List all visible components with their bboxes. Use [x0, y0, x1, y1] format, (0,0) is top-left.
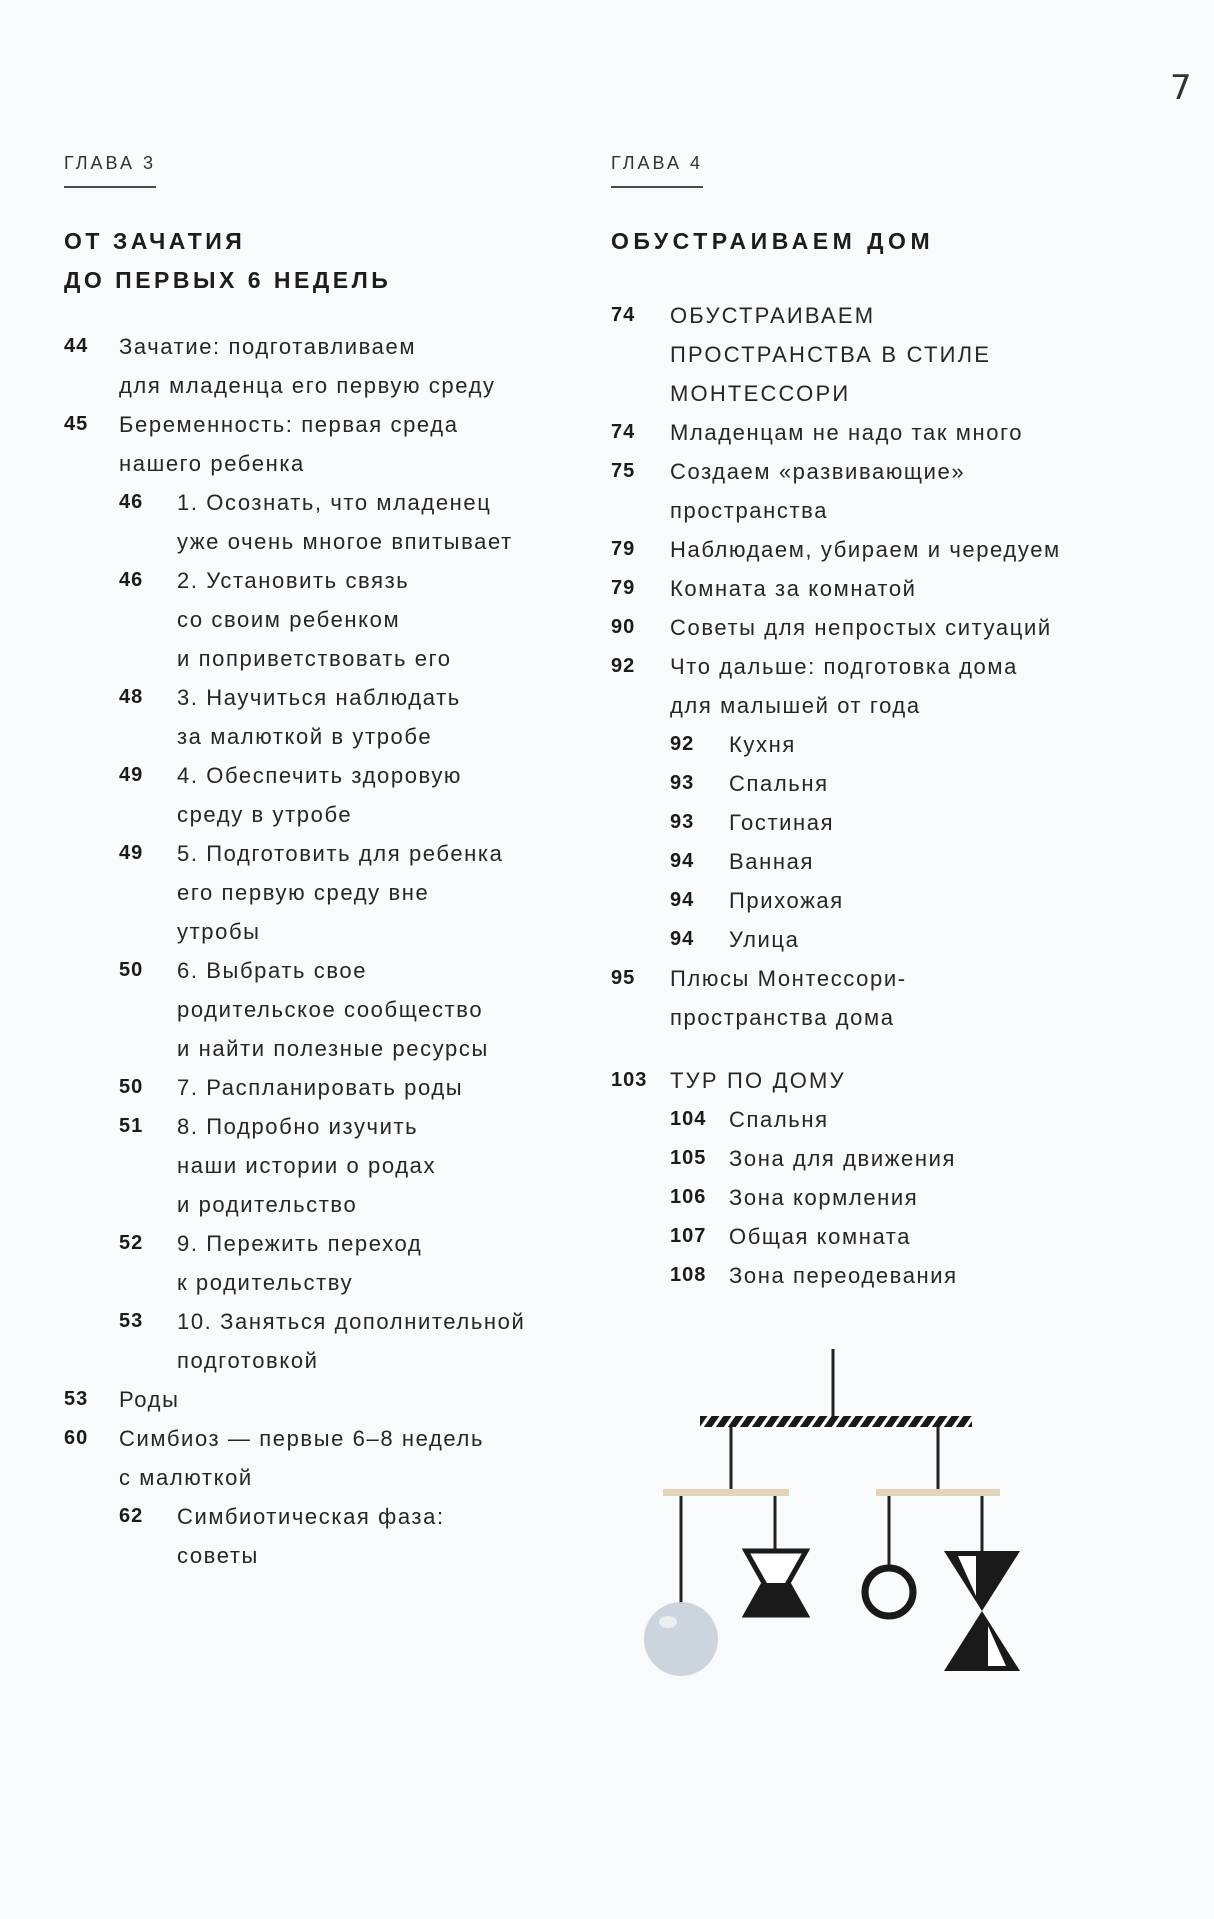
toc-page-number: 46	[119, 569, 144, 591]
toc-entry	[64, 1380, 525, 1419]
toc-entry	[611, 452, 1061, 530]
toc-subentry	[611, 764, 1061, 803]
toc-page-number: 75	[611, 460, 636, 482]
toc-entry-title-line: Зона переодевания	[729, 1263, 958, 1288]
toc-subentry	[64, 951, 525, 1068]
chapter-title	[611, 222, 934, 261]
toc-entry-title-line: Спальня	[729, 771, 829, 796]
toc-page-number: 52	[119, 1232, 144, 1254]
toc-list	[611, 296, 1061, 1295]
toc-page-number: 104	[670, 1108, 707, 1130]
toc-subentry	[64, 483, 525, 561]
toc-entry-title-line: и родительство	[177, 1192, 358, 1217]
toc-entry-title	[729, 764, 829, 803]
toc-page-number: 93	[670, 772, 695, 794]
toc-entry-title	[670, 647, 1018, 725]
toc-entry-title-line: 4. Обеспечить здоровую	[177, 763, 463, 788]
toc-subentry	[611, 881, 1061, 920]
toc-entry-title-line: среду в утробе	[177, 802, 353, 827]
toc-entry	[611, 647, 1061, 725]
toc-page-number: 45	[64, 413, 89, 435]
toc-entry-title	[119, 327, 496, 405]
toc-entry-title	[177, 1302, 525, 1380]
toc-entry-title-line: Гостиная	[729, 810, 835, 835]
toc-entry-title-line: Зачатие: подготавливаем	[119, 334, 417, 359]
chapter-title-line: ОТ ЗАЧАТИЯ	[64, 228, 246, 254]
toc-entry-title-line: 8. Подробно изучить	[177, 1114, 419, 1139]
toc-entry-title-line: 9. Пережить переход	[177, 1231, 423, 1256]
toc-entry-title-line: Создаем «развивающие»	[670, 459, 966, 484]
toc-page-number: 46	[119, 491, 144, 513]
toc-entry-title-line: советы	[177, 1543, 259, 1568]
toc-page-number: 50	[119, 959, 144, 981]
toc-entry-title	[177, 1107, 436, 1224]
toc-subentry	[611, 803, 1061, 842]
toc-subentry	[64, 1302, 525, 1380]
toc-entry-title-line: Что дальше: подготовка дома	[670, 654, 1018, 679]
toc-entry-title-line: МОНТЕССОРИ	[670, 381, 851, 406]
toc-page-number: 94	[670, 850, 695, 872]
toc-entry-title-line: Кухня	[729, 732, 796, 757]
toc-entry-title-line: со своим ребенком	[177, 607, 401, 632]
toc-subentry	[611, 1139, 1061, 1178]
toc-section	[611, 296, 1061, 1037]
toc-list	[64, 327, 525, 1575]
toc-entry-title-line: 6. Выбрать свое	[177, 958, 368, 983]
toc-entry-title-line: утробы	[177, 919, 261, 944]
toc-subentry	[64, 1224, 525, 1302]
toc-entry-title	[670, 608, 1052, 647]
toc-entry-title-line: 2. Установить связь	[177, 568, 410, 593]
toc-page-number: 79	[611, 577, 636, 599]
toc-entry-title	[177, 678, 461, 756]
toc-subentry	[64, 1068, 525, 1107]
toc-entry-title-line: для младенца его первую среду	[119, 373, 496, 398]
toc-entry-title	[177, 483, 513, 561]
toc-entry-title-line: Симбиоз — первые 6–8 недель	[119, 1426, 485, 1451]
toc-entry-title-line: для малышей от года	[670, 693, 921, 718]
toc-entry-title	[177, 834, 503, 951]
toc-entry-title	[119, 1419, 484, 1497]
toc-subentry	[611, 725, 1061, 764]
toc-subentry	[64, 756, 525, 834]
toc-entry	[611, 530, 1061, 569]
toc-subentry	[64, 834, 525, 951]
toc-entry-title-line: Роды	[119, 1387, 180, 1412]
toc-entry-title-line: Ванная	[729, 849, 814, 874]
toc-entry-title-line: Наблюдаем, убираем и чередуем	[670, 537, 1061, 562]
toc-entry-title	[177, 756, 462, 834]
toc-entry-title	[670, 1061, 846, 1100]
toc-entry-title	[729, 881, 844, 920]
toc-entry-title	[729, 920, 799, 959]
toc-entry	[611, 959, 1061, 1037]
toc-page-number: 107	[670, 1225, 707, 1247]
toc-entry-title-line: родительское сообщество	[177, 997, 484, 1022]
toc-page-number: 74	[611, 304, 636, 326]
toc-page-number: 90	[611, 616, 636, 638]
toc-page-number: 60	[64, 1427, 89, 1449]
toc-entry	[64, 405, 525, 483]
toc-entry-title	[119, 1380, 180, 1419]
page-number: 7	[1170, 68, 1192, 108]
toc-section	[64, 327, 525, 1575]
toc-entry-title	[729, 803, 834, 842]
toc-subentry	[64, 1497, 525, 1575]
toc-entry-title-line: Зона кормления	[729, 1185, 919, 1210]
toc-entry	[64, 1419, 525, 1497]
toc-page-number: 49	[119, 842, 144, 864]
toc-entry-title-line: нашего ребенка	[119, 451, 305, 476]
toc-page-number: 49	[119, 764, 144, 786]
toc-page-number: 44	[64, 335, 89, 357]
toc-section	[611, 1061, 1061, 1295]
toc-entry-title-line: за малюткой в утробе	[177, 724, 433, 749]
toc-page-number: 92	[670, 733, 695, 755]
toc-page-number: 105	[670, 1147, 707, 1169]
toc-entry-title	[729, 1139, 956, 1178]
toc-entry-title	[729, 725, 796, 764]
toc-entry-title-line: ТУР ПО ДОМУ	[670, 1068, 846, 1093]
toc-entry-title	[177, 1224, 422, 1302]
toc-entry-title	[729, 1178, 918, 1217]
toc-entry-title-line: с малюткой	[119, 1465, 253, 1490]
toc-entry-title	[670, 959, 907, 1037]
toc-page-number: 103	[611, 1069, 648, 1091]
toc-entry-title	[729, 1256, 958, 1295]
toc-section-heading	[611, 1061, 1061, 1100]
toc-entry-title	[177, 1068, 463, 1107]
toc-page-number: 94	[670, 889, 695, 911]
toc-entry-title-line: 3. Научиться наблюдать	[177, 685, 461, 710]
toc-page-number: 93	[670, 811, 695, 833]
toc-entry	[611, 413, 1061, 452]
toc-entry-title-line: 1. Осознать, что младенец	[177, 490, 492, 515]
toc-page-number: 74	[611, 421, 636, 443]
chapter-title-line: ДО ПЕРВЫХ 6 НЕДЕЛЬ	[64, 267, 392, 293]
toc-entry-title	[177, 561, 452, 678]
chapter-4-column	[611, 0, 1151, 1900]
toc-page-number: 62	[119, 1505, 144, 1527]
toc-entry-title-line: и найти полезные ресурсы	[177, 1036, 489, 1061]
toc-entry-title-line: Плюсы Монтессори-	[670, 966, 907, 991]
toc-entry-title-line: Прихожая	[729, 888, 844, 913]
toc-subentry	[611, 1178, 1061, 1217]
toc-page-number: 50	[119, 1076, 144, 1098]
toc-entry-title-line: 5. Подготовить для ребенка	[177, 841, 504, 866]
toc-entry-title-line: 7. Распланировать роды	[177, 1075, 464, 1100]
toc-entry-title	[729, 842, 814, 881]
toc-entry-title-line: Комната за комнатой	[670, 576, 917, 601]
toc-entry-title-line: Общая комната	[729, 1224, 912, 1249]
chapter-title	[64, 222, 391, 300]
toc-subentry	[611, 1100, 1061, 1139]
toc-entry-title-line: Улица	[729, 927, 800, 952]
toc-entry-title-line: Зона для движения	[729, 1146, 957, 1171]
toc-section-heading	[611, 296, 1061, 413]
toc-entry-title-line: пространства дома	[670, 1005, 895, 1030]
toc-entry-title-line: Советы для непростых ситуаций	[670, 615, 1052, 640]
toc-subentry	[611, 920, 1061, 959]
toc-entry-title-line: Симбиотическая фаза:	[177, 1504, 445, 1529]
toc-subentry	[64, 1107, 525, 1224]
toc-page-number: 106	[670, 1186, 707, 1208]
chapter-label: ГЛАВА 3	[64, 152, 156, 188]
toc-page-number: 94	[670, 928, 695, 950]
chapter-label: ГЛАВА 4	[611, 152, 703, 188]
toc-entry-title-line: уже очень многое впитывает	[177, 529, 513, 554]
chapter-title-line: ОБУСТРАИВАЕМ ДОМ	[611, 228, 935, 254]
toc-entry	[64, 327, 525, 405]
toc-subentry	[611, 1217, 1061, 1256]
toc-entry-title-line: наши истории о родах	[177, 1153, 437, 1178]
toc-page-number: 79	[611, 538, 636, 560]
toc-entry-title	[670, 296, 991, 413]
toc-entry-title-line: ПРОСТРАНСТВА В СТИЛЕ	[670, 342, 992, 367]
toc-subentry	[611, 842, 1061, 881]
toc-entry-title	[670, 569, 917, 608]
toc-entry-title	[177, 951, 489, 1068]
toc-entry-title-line: ОБУСТРАИВАЕМ	[670, 303, 876, 328]
toc-entry	[611, 569, 1061, 608]
toc-entry-title-line: его первую среду вне	[177, 880, 430, 905]
toc-subentry	[64, 678, 525, 756]
toc-entry	[611, 608, 1061, 647]
toc-entry-title-line: Спальня	[729, 1107, 829, 1132]
toc-page-number: 51	[119, 1115, 144, 1137]
toc-entry-title	[119, 405, 459, 483]
toc-entry-title	[670, 530, 1061, 569]
toc-page-number: 92	[611, 655, 636, 677]
toc-entry-title-line: пространства	[670, 498, 829, 523]
toc-subentry	[611, 1256, 1061, 1295]
toc-page-number: 53	[64, 1388, 89, 1410]
toc-entry-title	[729, 1217, 911, 1256]
toc-entry-title	[670, 413, 1023, 452]
toc-entry-title-line: и поприветствовать его	[177, 646, 452, 671]
toc-entry-title-line: подготовкой	[177, 1348, 319, 1373]
toc-entry-title	[177, 1497, 445, 1575]
toc-subentry	[64, 561, 525, 678]
toc-entry-title-line: Младенцам не надо так много	[670, 420, 1024, 445]
toc-entry-title-line: 10. Заняться дополнительной	[177, 1309, 526, 1334]
toc-page-number: 95	[611, 967, 636, 989]
toc-page-number: 53	[119, 1310, 144, 1332]
toc-entry-title-line: Беременность: первая среда	[119, 412, 459, 437]
toc-page-number: 48	[119, 686, 144, 708]
toc-entry-title	[729, 1100, 829, 1139]
toc-entry-title-line: к родительству	[177, 1270, 354, 1295]
toc-page-number: 108	[670, 1264, 707, 1286]
chapter-3-column	[64, 0, 604, 1900]
toc-entry-title	[670, 452, 965, 530]
